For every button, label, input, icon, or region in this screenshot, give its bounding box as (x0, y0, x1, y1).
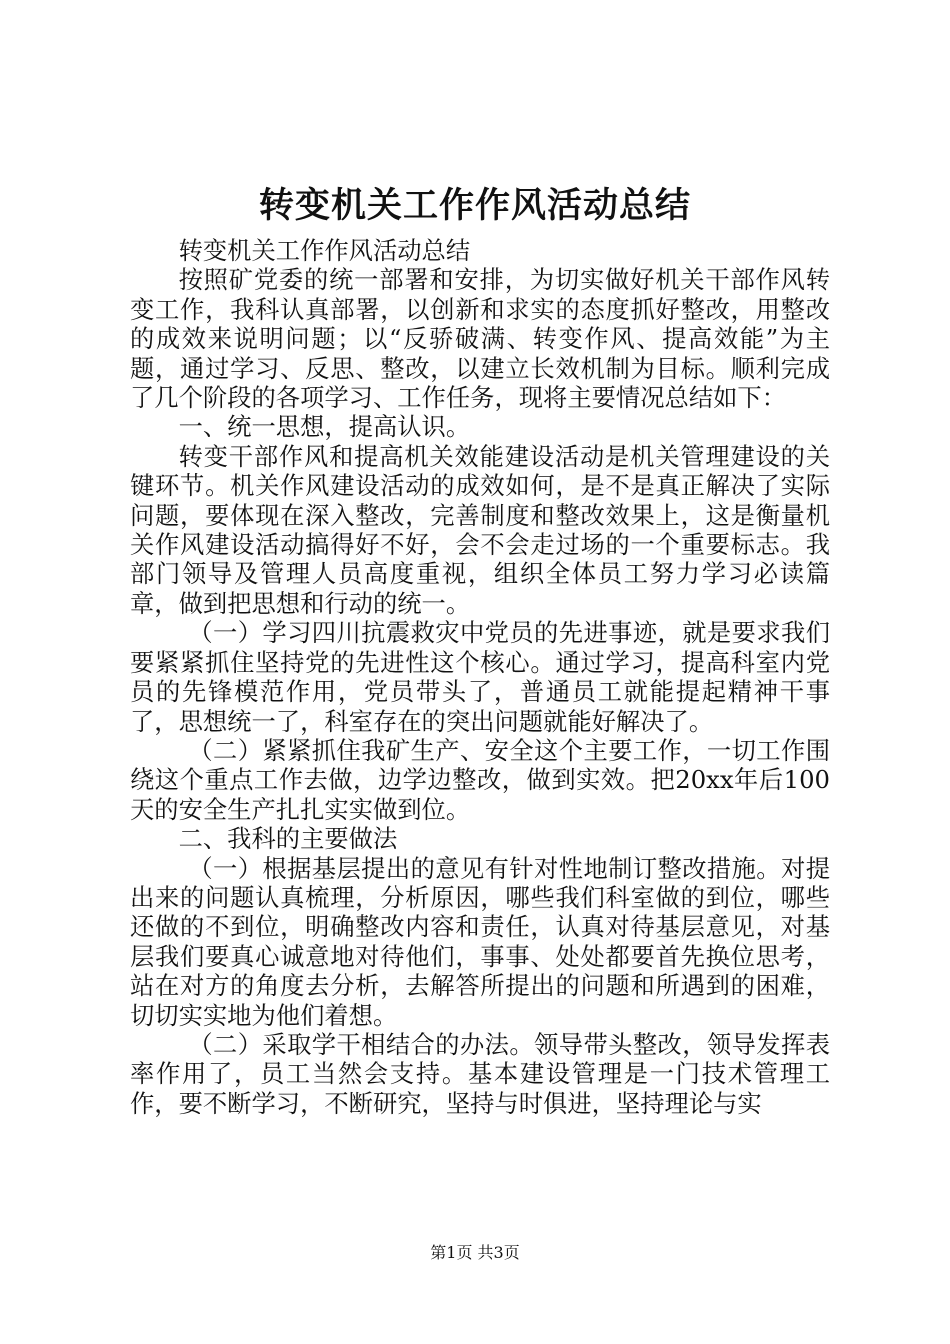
paragraph-item-2-2: （二）采取学干相结合的办法。领导带头整改，领导发挥表率作用了，员工当然会支持。基本建设管理是一门技术管理工作，要不断学习，不断研究，坚持与时俱进，坚持理论与实 (130, 1029, 830, 1118)
document-body (130, 236, 830, 1118)
paragraph-intro: 按照矿党委的统一部署和安排，为切实做好机关干部作风转变工作，我科认真部署，以创新和求实的态度抓好整改，用整改的成效来说明问题；以“反骄破满、转变作风、提高效能”为主题，通过学习、反思、整改，以建立长效机制为目标。顺利完成了几个阶段的各项学习、工作任务，现将主要情况总结如下： (130, 265, 830, 413)
document-title: 转变机关工作作风活动总结 (258, 186, 691, 227)
paragraph-section-1: 转变干部作风和提高机关效能建设活动是机关管理建设的关键环节。机关作风建设活动的成效如何，是不是真正解决了实际问题，要体现在深入整改，完善制度和整改效果上，这是衡量机关作风建设活动搞得好不好，会不会走过场的一个重要标志。我部门领导及管理人员高度重视，组织全体员工努力学习必读篇章，做到把思想和行动的统一。 (130, 441, 830, 618)
paragraph-item-2-1: （一）根据基层提出的意见有针对性地制订整改措施。对提出来的问题认真梳理，分析原因，哪些我们科室做的到位，哪些还做的不到位，明确整改内容和责任，认真对待基层意见，对基层我们要真心诚意地对待他们，事事、处处都要首先换位思考，站在对方的角度去分析，去解答所提出的问题和所遇到的困难，切切实实地为他们着想。 (130, 853, 830, 1030)
section-heading-2: 二、我科的主要做法 (178, 824, 398, 854)
paragraph-item-1-2: （二）紧紧抓住我矿生产、安全这个主要工作，一切工作围绕这个重点工作去做，边学边整改，做到实效。把20xx年后100天的安全生产扎扎实实做到位。 (130, 735, 830, 824)
page-footer: 第1页 共3页 (430, 1243, 520, 1262)
paragraph-heading: 转变机关工作作风活动总结 (178, 236, 471, 265)
paragraph-item-1-1: （一）学习四川抗震救灾中党员的先进事迹，就是要求我们要紧紧抓住坚持党的先进性这个核心。通过学习，提高科室内党员的先锋模范作用，党员带头了，普通员工就能提起精神干事了，思想统一了，科室存在的突出问题就能好解决了。 (130, 618, 830, 736)
section-heading-1: 一、统一思想，提高认识。 (178, 412, 471, 442)
